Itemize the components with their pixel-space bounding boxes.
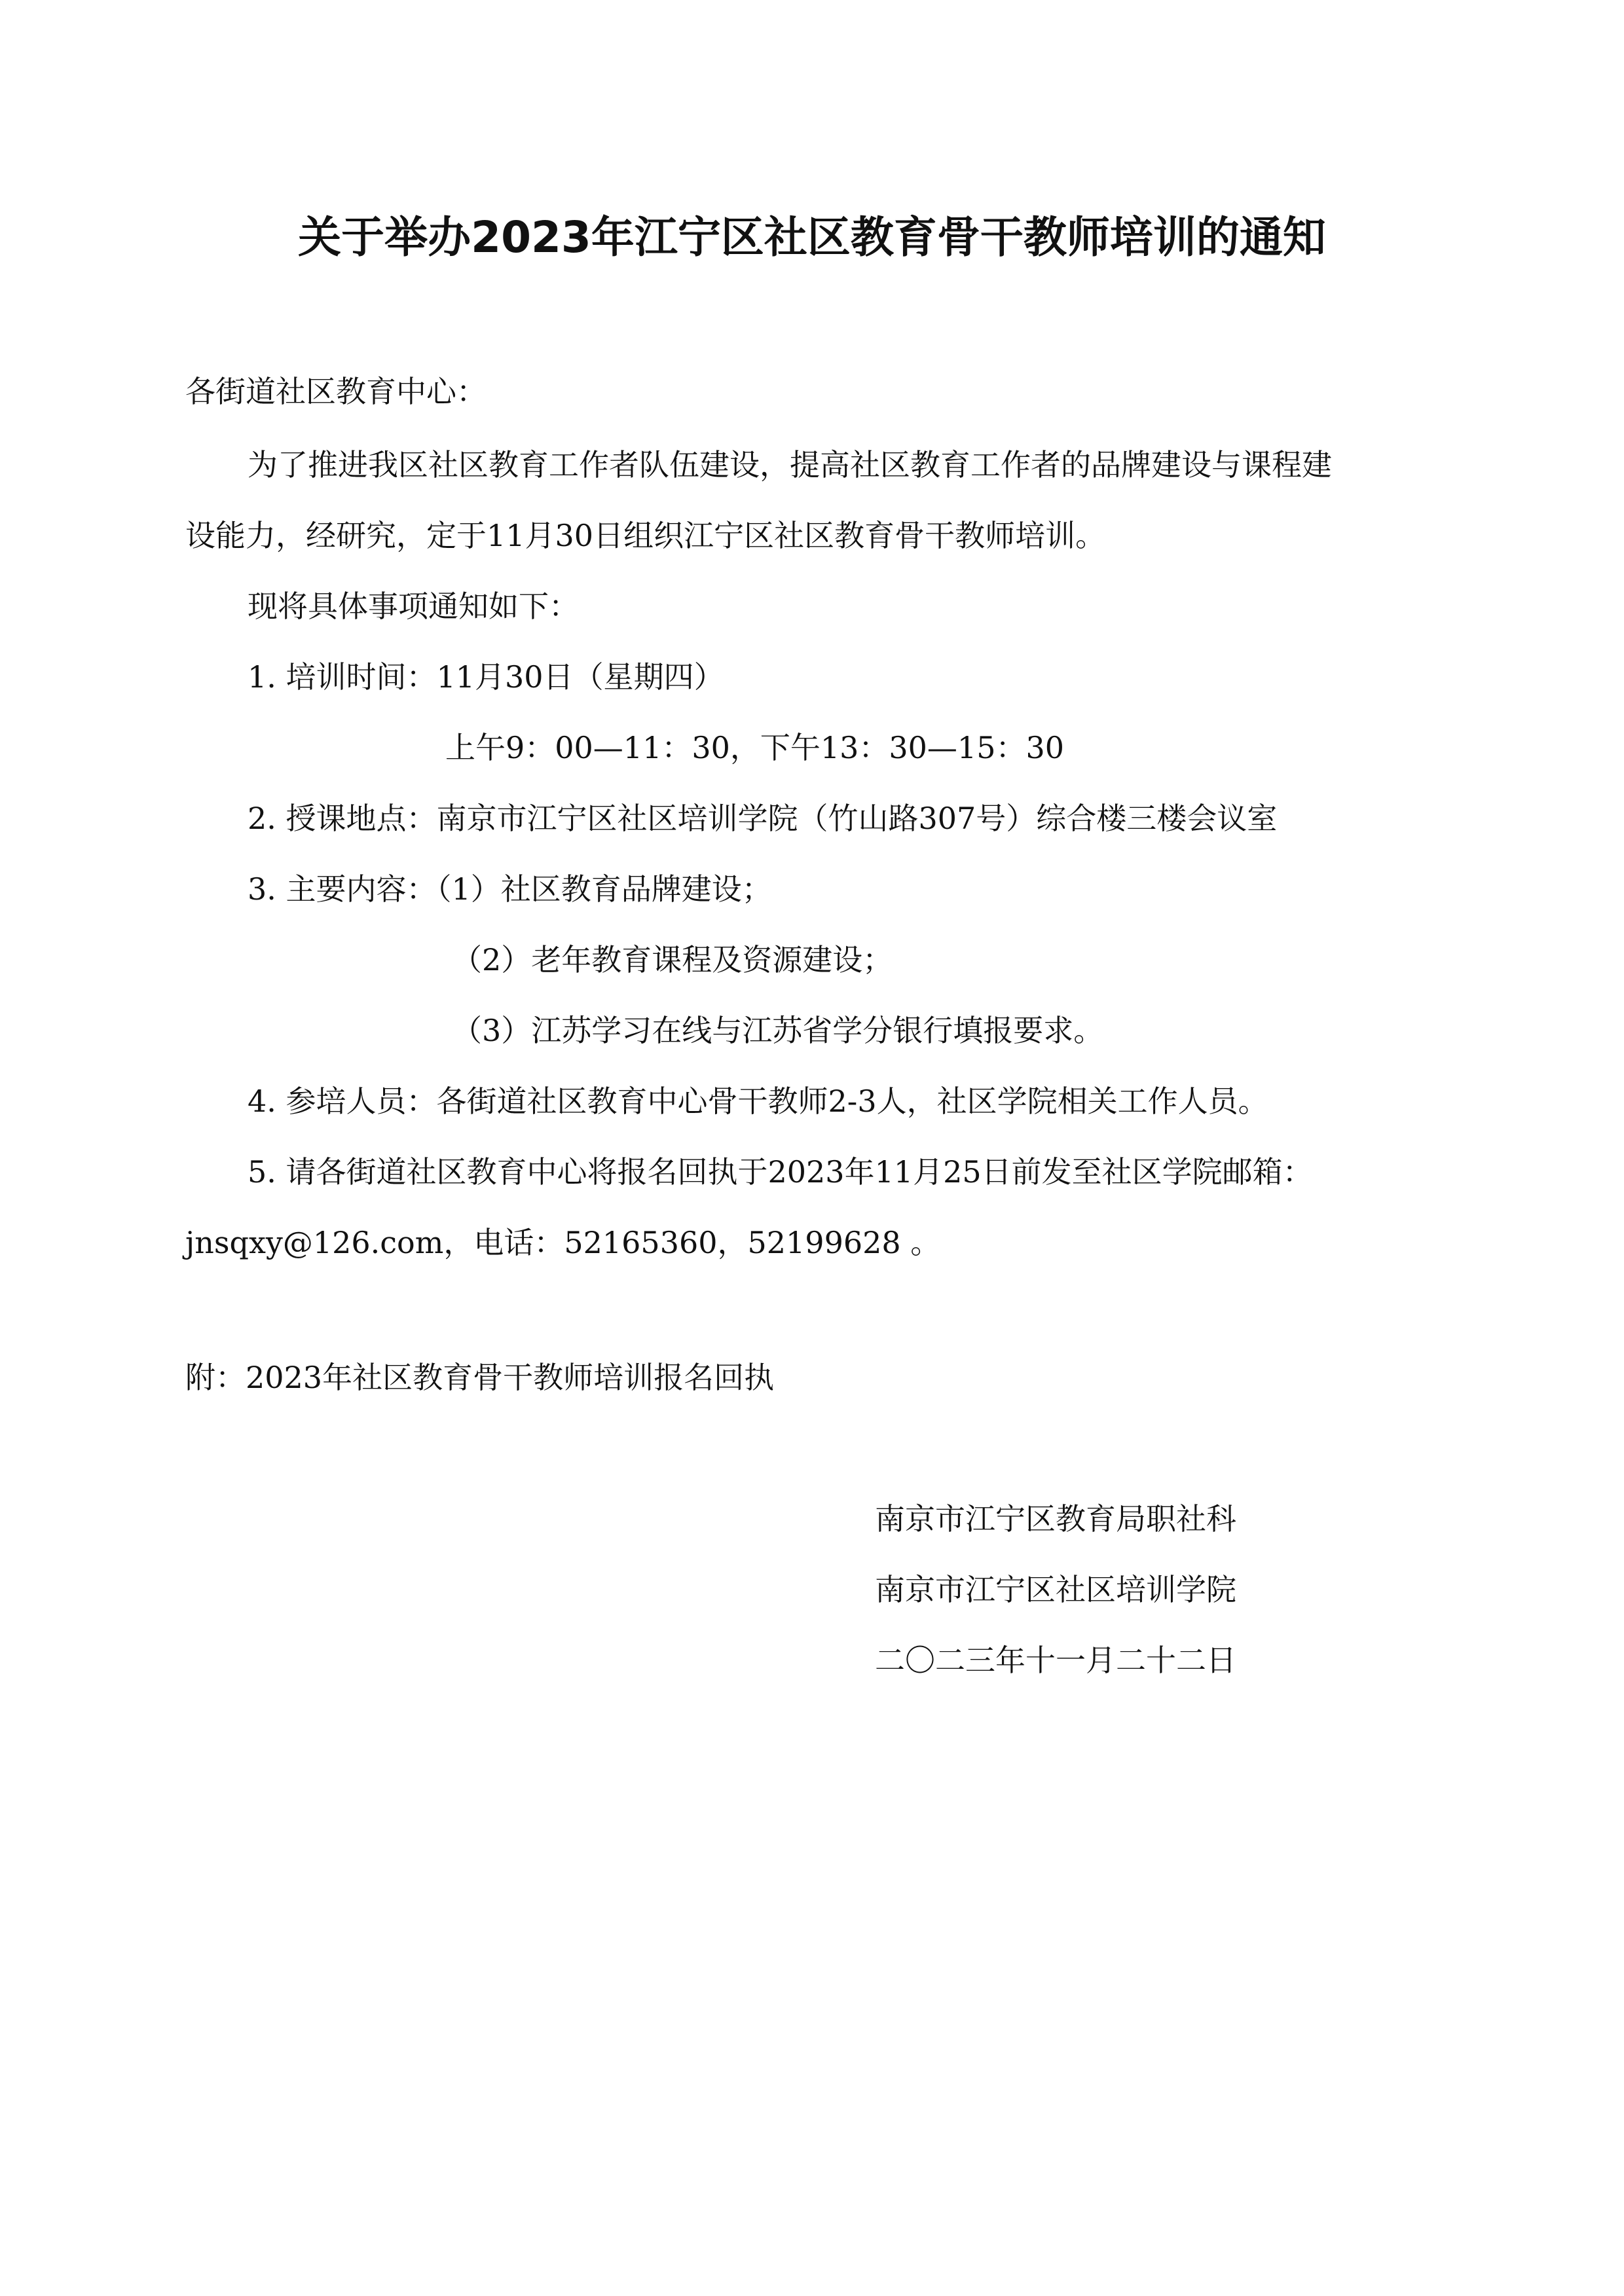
salutation: 各街道社区教育中心：: [185, 374, 487, 409]
item-location: 2. 授课地点：南京市江宁区社区培训学院（竹山路307号）综合楼三楼会议室: [248, 801, 1278, 836]
intro-line-2: 设能力，经研究，定于11月30日组织江宁区社区教育骨干教师培训。: [185, 518, 1106, 553]
intro-line-1: 为了推进我区社区教育工作者队伍建设，提高社区教育工作者的品牌建设与课程建: [248, 447, 1332, 483]
item-registration-1: 5. 请各街道社区教育中心将报名回执于2023年11月25日前发至社区学院邮箱：: [248, 1154, 1313, 1190]
signature-org-2: 南京市江宁区社区培训学院: [875, 1572, 1236, 1607]
document-title: 关于举办2023年江宁区社区教育骨干教师培训的通知: [298, 212, 1326, 263]
signature-date: 二〇二三年十一月二十二日: [875, 1643, 1236, 1678]
item-content-2: （2）老年教育课程及资源建设；: [452, 942, 893, 977]
item-training-time: 1. 培训时间：11月30日（星期四）: [248, 659, 724, 695]
item-training-time-schedule: 上午9：00—11：30，下午13：30—15：30: [445, 730, 1064, 765]
item-participants: 4. 参培人员：各街道社区教育中心骨干教师2-3人，社区学院相关工作人员。: [248, 1084, 1268, 1119]
attachment-note: 附：2023年社区教育骨干教师培训报名回执: [185, 1360, 775, 1395]
signature-org-1: 南京市江宁区教育局职社科: [875, 1501, 1236, 1537]
item-content-1: 3. 主要内容：（1）社区教育品牌建设；: [248, 871, 772, 907]
item-registration-2: jnsqxy@126.com，电话：52165360，52199628 。: [185, 1225, 941, 1260]
lead-sentence: 现将具体事项通知如下：: [248, 589, 579, 624]
item-content-3: （3）江苏学习在线与江苏省学分银行填报要求。: [452, 1013, 1104, 1048]
